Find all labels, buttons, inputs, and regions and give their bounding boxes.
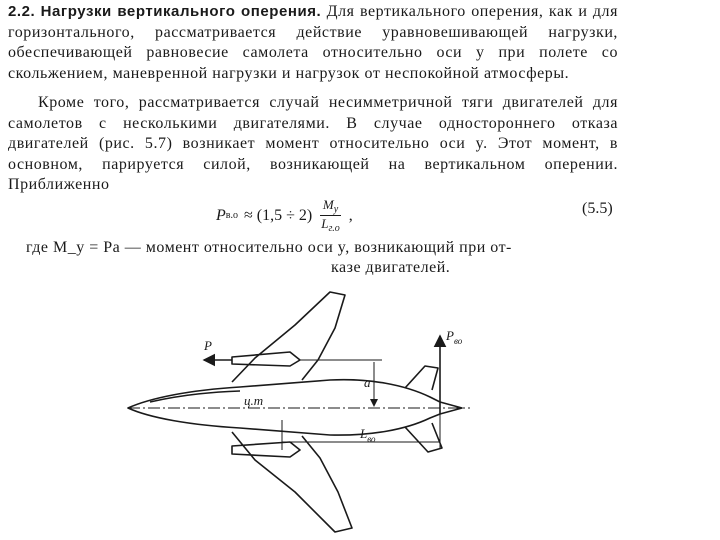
where-line-2: казе двигателей. — [331, 259, 451, 276]
formula-5-5 — [216, 197, 353, 234]
section-title: Нагрузки вертикального оперения. — [40, 3, 322, 20]
formula-denominator-sub: г.о — [328, 223, 340, 234]
lower-tailplane — [405, 423, 442, 452]
section-intro-text: Для вертикального оперения, как и для горизонтального, рассматривается действие уравновешивающей нагрузки, обеспечивающей равновесие самолета относительно оси y при полете со скольжением, маневренной нагрузки и нагрузок от неспокойной атмосферы. — [8, 3, 618, 82]
thrust-label: P — [204, 338, 212, 353]
section-paragraph-2: Кроме того, рассматривается случай несимметричной тяги двигателей для самолетов с несколькими двигателями. В случае одностороннего отказа двигателей (рис. 5.7) возникает момент относительно оси y. Этот момент, в основном, парируется силой, возникающей на вертикальном оперении. Приближенно — [8, 94, 618, 193]
upper-tailplane — [405, 366, 438, 390]
formula-lhs-sub: в.о — [225, 210, 239, 221]
equation-number: (5.5) — [582, 200, 613, 217]
formula-tail: , — [348, 206, 353, 224]
vertical-force-label-sub: во — [453, 336, 463, 346]
upper-wing — [232, 292, 345, 382]
center-of-gravity-label: ц.т — [244, 393, 264, 408]
svg-text:Lво — [359, 426, 376, 444]
formula-numerator: M — [322, 197, 334, 212]
section-number: 2.2. — [8, 3, 36, 20]
fuselage — [128, 380, 440, 435]
arm-label: a — [364, 375, 371, 390]
formula-numerator-sub: y — [333, 204, 339, 215]
tail-arm-label-sub: во — [367, 434, 376, 444]
upper-engine — [232, 352, 300, 366]
formula-lhs: P — [216, 206, 226, 224]
svg-text:Pво — [445, 328, 463, 346]
formula-approx: ≈ (1,5 ÷ 2) — [244, 206, 313, 224]
vertical-force-label: P — [446, 328, 454, 343]
formula-fraction — [318, 197, 343, 234]
formula-denominator: L — [321, 216, 329, 231]
aircraft-figure — [0, 270, 720, 540]
section-paragraph-1 — [8, 2, 618, 84]
lower-wing — [232, 432, 352, 532]
tail-arm-label: L — [360, 426, 368, 441]
where-line-1: где M_y = Pa — момент относительно оси y, возникающий при от- — [26, 239, 512, 256]
